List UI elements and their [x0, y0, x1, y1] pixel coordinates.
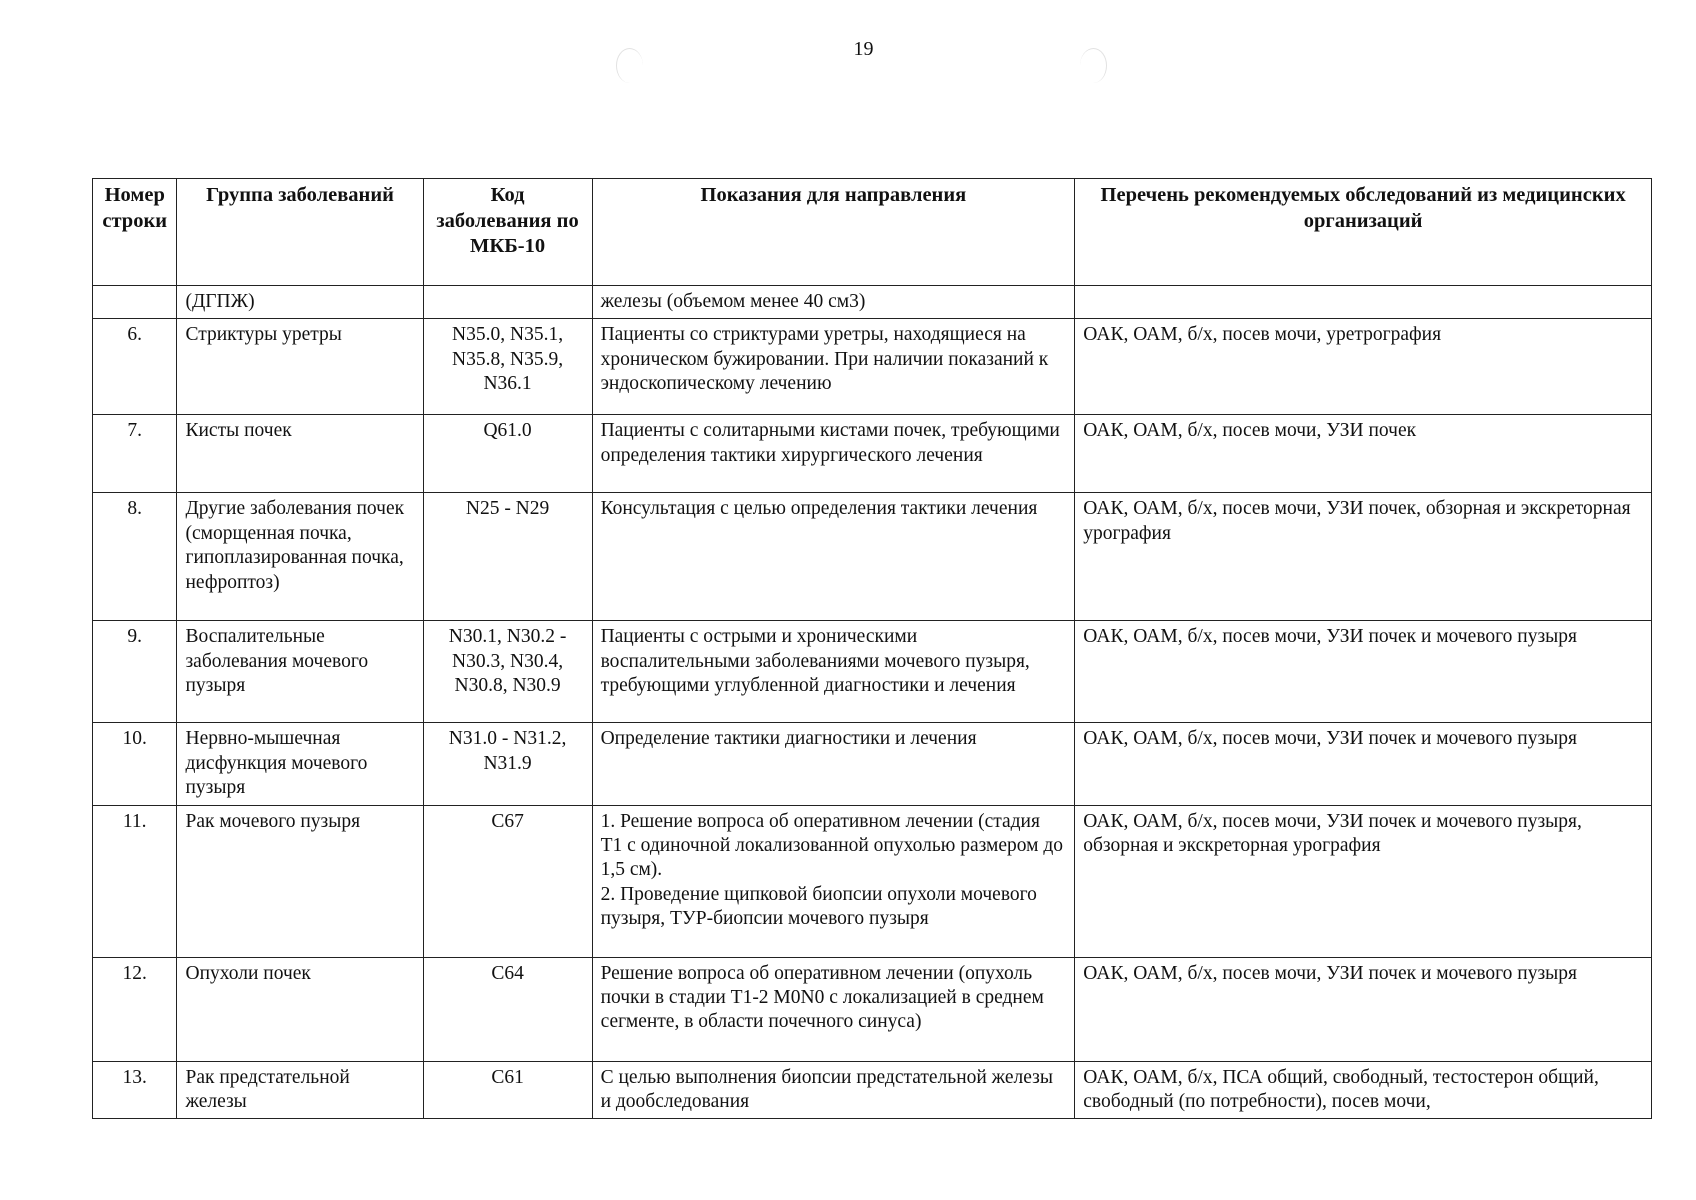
disease-group: Опухоли почек — [177, 957, 423, 1061]
icd-code: N31.0 - N31.2, N31.9 — [423, 723, 592, 805]
table-row — [93, 493, 1652, 621]
indications: Решение вопроса об оперативном лечении (опухоль почки в стадии Т1-2 M0N0 с локализацией в среднем сегменте, в области почечного синуса) — [592, 957, 1075, 1061]
table-row — [93, 621, 1652, 723]
icd-code: N25 - N29 — [423, 493, 592, 621]
disease-group: Воспалительные заболевания мочевого пузыря — [177, 621, 423, 723]
recommended-exams: ОАК, ОАМ, б/х, посев мочи, УЗИ почек и мочевого пузыря — [1075, 723, 1652, 805]
recommended-exams: ОАК, ОАМ, б/х, посев мочи, уретрография — [1075, 319, 1652, 415]
recommended-exams: ОАК, ОАМ, б/х, посев мочи, УЗИ почек — [1075, 415, 1652, 493]
indications: Пациенты с солитарными кистами почек, требующими определения тактики хирургического лечения — [592, 415, 1075, 493]
table-row — [93, 319, 1652, 415]
indications: С целью выполнения биопсии предстательной железы и дообследования — [592, 1061, 1075, 1119]
row-number: 7. — [93, 415, 177, 493]
row-number: 11. — [93, 805, 177, 957]
table-row — [93, 1061, 1652, 1119]
disease-group: Рак мочевого пузыря — [177, 805, 423, 957]
row-number: 13. — [93, 1061, 177, 1119]
scan-hole-mark — [1080, 48, 1107, 83]
disease-group: Кисты почек — [177, 415, 423, 493]
indications: Консультация с целью определения тактики лечения — [592, 493, 1075, 621]
page-number: 19 — [853, 38, 874, 60]
recommended-exams: ОАК, ОАМ, б/х, посев мочи, УЗИ почек и мочевого пузыря, обзорная и экскреторная урография — [1075, 805, 1652, 957]
recommended-exams: ОАК, ОАМ, б/х, посев мочи, УЗИ почек и мочевого пузыря — [1075, 621, 1652, 723]
row-number: 10. — [93, 723, 177, 805]
row-number: 6. — [93, 319, 177, 415]
disease-group: (ДГПЖ) — [177, 286, 423, 319]
recommended-exams: ОАК, ОАМ, б/х, ПСА общий, свободный, тестостерон общий, свободный (по потребности), посев мочи, — [1075, 1061, 1652, 1119]
row-number: 12. — [93, 957, 177, 1061]
header-indications: Показания для направления — [592, 179, 1075, 286]
indications: Определение тактики диагностики и лечения — [592, 723, 1075, 805]
row-number: 9. — [93, 621, 177, 723]
indications: железы (объемом менее 40 см3) — [592, 286, 1075, 319]
indications: Пациенты со стриктурами уретры, находящиеся на хроническом бужировании. При наличии показаний к эндоскопическому лечению — [592, 319, 1075, 415]
row-number — [93, 286, 177, 319]
recommended-exams — [1075, 286, 1652, 319]
scan-hole-mark — [616, 48, 643, 83]
table-row — [93, 286, 1652, 319]
recommended-exams: ОАК, ОАМ, б/х, посев мочи, УЗИ почек, обзорная и экскреторная урография — [1075, 493, 1652, 621]
icd-code: N30.1, N30.2 - N30.3, N30.4, N30.8, N30.9 — [423, 621, 592, 723]
disease-group: Стриктуры уретры — [177, 319, 423, 415]
header-icd-code: Код заболевания по МКБ-10 — [423, 179, 592, 286]
table-row — [93, 723, 1652, 805]
icd-code: N35.0, N35.1, N35.8, N35.9, N36.1 — [423, 319, 592, 415]
header-row-number: Номер строки — [93, 179, 177, 286]
indications: 1. Решение вопроса об оперативном лечении (стадия Т1 с одиночной локализованной опухолью размером до 1,5 см). 2. Проведение щипковой биопсии опухоли мочевого пузыря, ТУР-биопсии мочевого пузыря — [592, 805, 1075, 957]
disease-group: Рак предстательной железы — [177, 1061, 423, 1119]
table-row — [93, 957, 1652, 1061]
icd-code: C61 — [423, 1061, 592, 1119]
header-recommended-exams: Перечень рекомендуемых обследований из медицинских организаций — [1075, 179, 1652, 286]
table-row — [93, 415, 1652, 493]
icd-code: C64 — [423, 957, 592, 1061]
icd-code: Q61.0 — [423, 415, 592, 493]
table-header-row — [93, 179, 1652, 286]
icd-code — [423, 286, 592, 319]
indications: Пациенты с острыми и хроническими воспалительными заболеваниями мочевого пузыря, требующими углубленной диагностики и лечения — [592, 621, 1075, 723]
disease-group: Другие заболевания почек (сморщенная почка, гипоплазированная почка, нефроптоз) — [177, 493, 423, 621]
referral-table — [92, 178, 1652, 1119]
disease-group: Нервно-мышечная дисфункция мочевого пузыря — [177, 723, 423, 805]
row-number: 8. — [93, 493, 177, 621]
recommended-exams: ОАК, ОАМ, б/х, посев мочи, УЗИ почек и мочевого пузыря — [1075, 957, 1652, 1061]
header-disease-group: Группа заболеваний — [177, 179, 423, 286]
icd-code: C67 — [423, 805, 592, 957]
table-row — [93, 805, 1652, 957]
